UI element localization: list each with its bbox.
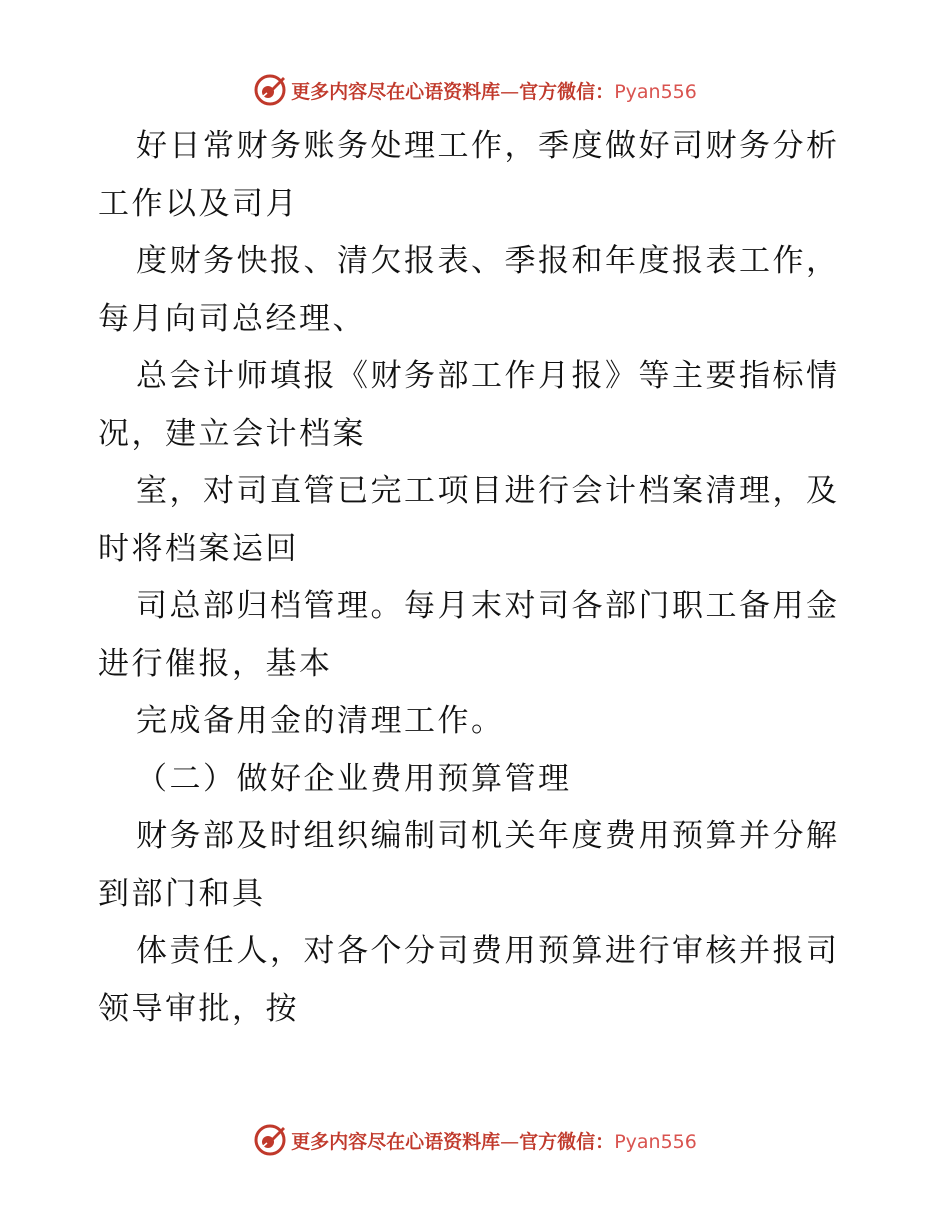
watermark-dash: — — [500, 80, 520, 103]
paragraph-5 — [98, 578, 858, 693]
watermark-official-label: 官方微信： — [519, 1130, 615, 1153]
paragraph-9-line2: 领导审批，按 — [98, 990, 299, 1027]
paragraph-8-line1: 财务部及时组织编制司机关年度费用预算并分解 — [136, 818, 840, 854]
paragraph-9-line1: 体责任人，对各个分司费用预算进行审核并报司 — [136, 933, 840, 969]
watermark-wechat-id: Pyan556 — [614, 1130, 697, 1153]
watermark-main-text: 更多内容尽在心语资料库 — [291, 1130, 501, 1153]
pen-logo-icon — [253, 1123, 287, 1157]
section-heading — [98, 751, 858, 809]
paragraph-3-line1: 总会计师填报《财务部工作月报》等主要指标情 — [136, 358, 840, 394]
header-watermark — [0, 70, 950, 110]
document-body — [98, 118, 858, 1038]
watermark-official-label: 官方微信： — [519, 80, 615, 103]
watermark-dash: — — [500, 1130, 520, 1153]
paragraph-6-line1: 完成备用金的清理工作。 — [136, 703, 505, 739]
paragraph-2-line1: 度财务快报、清欠报表、季报和年度报表工作， — [136, 243, 840, 279]
paragraph-5-line1: 司总部归档管理。每月末对司各部门职工备用金 — [136, 588, 840, 624]
section-heading-text: （二）做好企业费用预算管理 — [136, 760, 572, 797]
paragraph-3 — [98, 348, 858, 463]
paragraph-4-line2: 时将档案运回 — [98, 530, 299, 567]
paragraph-8-line2: 到部门和具 — [98, 875, 266, 912]
paragraph-2-line2: 每月向司总经理、 — [98, 300, 366, 337]
paragraph-5-line2: 进行催报，基本 — [98, 645, 333, 682]
paragraph-1 — [98, 118, 858, 233]
watermark-wechat-id: Pyan556 — [614, 80, 697, 103]
paragraph-4 — [98, 463, 858, 578]
watermark-text — [291, 1127, 697, 1154]
paragraph-9 — [98, 923, 858, 1038]
watermark-main-text: 更多内容尽在心语资料库 — [291, 80, 501, 103]
pen-logo-icon — [253, 73, 287, 107]
paragraph-6 — [98, 693, 858, 751]
watermark-text — [291, 77, 697, 104]
paragraph-2 — [98, 233, 858, 348]
paragraph-8 — [98, 808, 858, 923]
paragraph-4-line1: 室，对司直管已完工项目进行会计档案清理，及 — [136, 473, 840, 509]
footer-watermark — [0, 1120, 950, 1160]
paragraph-1-line1: 好日常财务账务处理工作，季度做好司财务分析 — [136, 128, 840, 164]
paragraph-1-line2: 工作以及司月 — [98, 185, 299, 222]
paragraph-3-line2: 况，建立会计档案 — [98, 415, 366, 452]
